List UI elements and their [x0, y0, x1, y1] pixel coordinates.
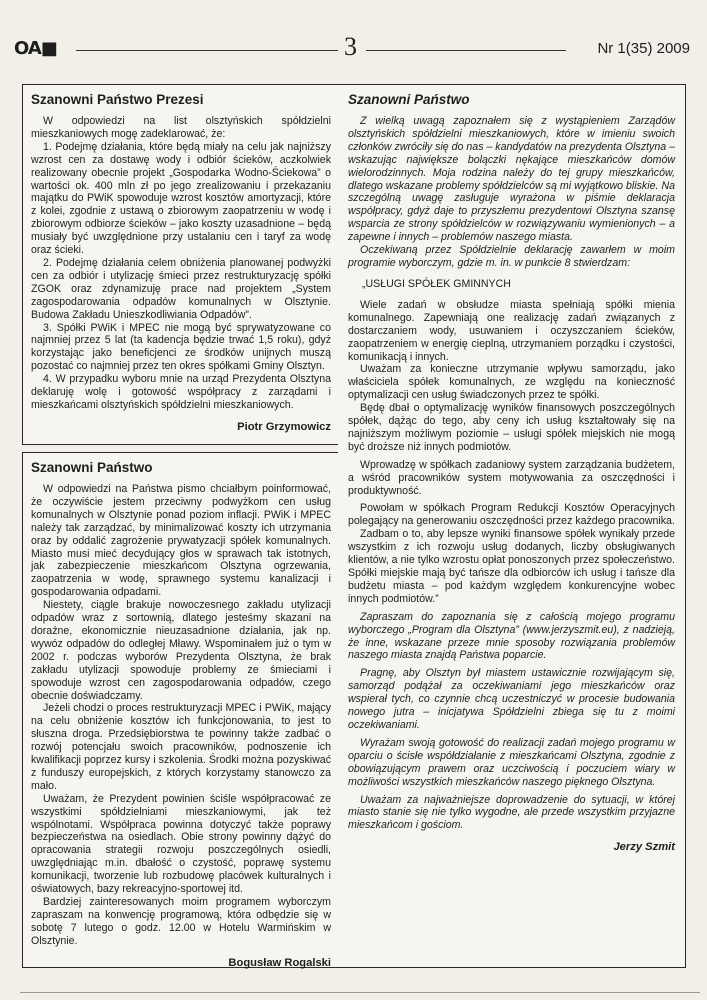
quote-paragraph: Będę dbał o optymalizację wyników finansowych poszczególnych spółek, dążąc do tego, aby ceny ich usług kształtowały się na najniższym możliwym poziomie – usługi spółek miejskich nie mogą być droższe niż innych podmiotów. [348, 402, 675, 453]
article-title: Szanowni Państwo [348, 92, 470, 107]
page-header [14, 32, 690, 61]
paragraph: 3. Spółki PWiK i MPEC nie mogą być sprywatyzowane co najmniej przez 5 lat (ta kadencja będzie trwać 1,5 roku), gdyż korzystając jako beneficjenci ze środków unijnych muszą pozostać co najmniej przez ten okres spółkami Gminy Olsztyn. [31, 321, 331, 373]
header-rule-right [366, 50, 566, 51]
article-szmit [338, 84, 686, 968]
paragraph: 4. W przypadku wyboru mnie na urząd Prezydenta Olsztyna deklaruję wolę i gotowość współpracy z zarządami i mieszkańcami olsztyńskich spółdzielni mieszkaniowych. [31, 373, 331, 411]
paragraph: Niestety, ciągle brakuje nowoczesnego zakładu utylizacji odpadów wraz z sortownią, dlatego jesteśmy skazani na doraźne, ekonomicznie nieuzasadnione działania, jak np. wywóz odpadów do odległej Mławy. Wspominałem już o tym w 2002 r. podczas wyborów Prezydenta Olsztyna, że brak zakładu utylizacji spowoduje problemy ze śmieciami i spowoduje wzrost cen zagospodarowania odpadów, czego obecnie doświadczamy. [31, 599, 331, 702]
page-number: 3 [344, 32, 357, 61]
quote-heading: „USŁUGI SPÓŁEK GMINNYCH [362, 277, 511, 290]
header-rule-left [76, 50, 338, 51]
paragraph: Zapraszam do zapoznania się z całością mojego programu wyborczego „Program dla Olsztyna” (www.jerzyszmit.eu), z nadzieją, że inne, wskazane przeze mnie sposoby rozwiązania problemów naszego miasta znajdą Państwa poparcie. [348, 610, 675, 662]
quote-paragraph: Zadbam o to, aby lepsze wyniki finansowe spółek wynikały przede wszystkim z ich rozwoju usług dodanych, liczby obsługiwanych klientów, a nie tylko wzrostu opłat ponoszonych przez społeczeństwo. Spółki miejskie mają być tańsze dla odbiorców ich usług i tańsze dla budżetu miasta – pod każdym względem konkurencyjne wobec innych podmiotów.” [348, 528, 675, 605]
author-signature: Jerzy Szmit [613, 841, 675, 854]
article-title: Szanowni Państwo [31, 460, 153, 475]
article-grzymowicz [22, 84, 340, 445]
paragraph: Pragnę, aby Olsztyn był miastem ustawicznie rozwijającym się, samorząd podążał za oczekiwaniami jego mieszkańców oraz wspierał tych, co czynnie chcą uczestniczyć w procesie budowania nowego jutra – inicjatywa Spółdzielni zbiega się tu z moimi oczekiwaniami. [348, 667, 675, 731]
quote-paragraph: Powołam w spółkach Program Redukcji Kosztów Operacyjnych polegający na generowaniu oszczędności przez każdego pracownika. [348, 502, 675, 528]
author-signature: Piotr Grzymowicz [237, 420, 331, 433]
paragraph: 2. Podejmę działania celem obniżenia planowanej podwyżki cen za odbiór i utylizację śmieci przez restrukturyzację spółki ZGOK oraz zdynamizuję prace nad projektem „System zagospodarowania odpadów komunalnych w Olsztynie. Budowa Zakładu Unieszkodliwiania Odpadów”. [31, 256, 331, 321]
paragraph: Bardziej zainteresowanych moim programem wyborczym zapraszam na konwencję programową, która odbędzie się w sobotę 7 lutego o godz. 12.00 w Hotelu Warmińskim w Olsztynie. [31, 896, 331, 947]
paragraph: Oczekiwaną przez Spółdzielnie deklarację zawarłem w moim programie wyborczym, gdzie m. in. w punkcie 8 stwierdzam: [348, 244, 675, 269]
magazine-logo: OA■ [14, 38, 57, 59]
paragraph: W odpowiedzi na list olsztyńskich spółdzielni mieszkaniowych mogę zadeklarować, że: [31, 115, 331, 140]
paragraph: Uważam, że Prezydent powinien ściśle współpracować ze wszystkimi spółdzielniami mieszkaniowymi, jak też wspólnotami. Współpraca powinna dotyczyć także poprawy bezpieczeństwa na osiedlach. Obie strony powinny dążyć do opracowania strategii rozwoju poszczególnych osiedli, uwzględniając m.in. dbałość o czystość, poprawę systemu komunikacji, tworzenie lub rozbudowę placówek kulturalnych i oświatowych, bazy rekreacyjno-sportowej itd. [31, 792, 331, 896]
paragraph: Wyrażam swoją gotowość do realizacji zadań mojego programu w oparciu o ścisłe współdziałanie z mieszkańcami Olsztyna, zgodnie z obowiązującym prawem oraz uczciwością i poczuciem wiary w możliwości wszystkich mieszkańców naszego pięknego Olsztyna. [348, 736, 675, 788]
page-bottom-rule [20, 992, 700, 993]
article-title: Szanowni Państwo Prezesi [31, 92, 204, 107]
issue-number: Nr 1(35) 2009 [597, 40, 690, 57]
author-signature: Bogusław Rogalski [228, 956, 331, 969]
paragraph: 1. Podejmę działania, które będą miały na celu jak najniższy wzrost cen za dostawę wody i odbiór ścieków, aczkolwiek realizowany obecnie projekt „Gospodarka Wodno-Ściekowa” o wartości ok. 400 mln zł po jego zrealizowaniu i przekazaniu majątku do PWiK spowoduje wzrost kosztów amortyzacji, które z kolei, zgodnie z ustawą o zbiorowym zaopatrzeniu w wodę i zbiorowym odbiorze ścieków – jako koszty uzasadnione – będą musiały być uwzględnione przy ustalaniu cen i taryf za wodę oraz ścieki. [31, 140, 331, 257]
quote-paragraph: Wprowadzę w spółkach zadaniowy system zarządzania budżetem, a wśród pracowników system motywowania za oszczędności i produktywność. [348, 458, 675, 497]
article-rogalski [22, 452, 340, 968]
paragraph: Z wielką uwagą zapoznałem się z wystąpieniem Zarządów olsztyńskich spółdzielni mieszkaniowych, które w imieniu swoich członków zwróciły się do nas – kandydatów na prezydenta Olsztyna – wskazując największe bolączki nękające mieszkańców domów wielorodzinnych. Moja rodzina należy do tej grupy mieszkańców, dlatego wskazane problemy spółdzielców są mi wyjątkowo bliskie. Na szczególną uwagę zasługuje wyrażona w piśmie deklaracja współpracy, gdyż daje to przyszłemu prezydentowi Olsztyna szansę wsparcia ze strony spółdzielców w rozwiązywaniu wymienionych – a zapewne i innych – problemów naszego miasta. [348, 115, 675, 244]
paragraph: W odpowiedzi na Państwa pismo chciałbym poinformować, że oczywiście jestem przeciwny podwyżkom cen usług komunalnych w Olsztynie ponad poziom inflacji. PWiK i MPEC należy tak zarządzać, by minimalizować koszty ich utrzymania oraz by oddalić zagrożenie prywatyzacji spółek komunalnych. Miasto musi mieć decydujący głos w sprawach tak istotnych, jak zabezpieczenie mieszkańcom Olsztyna ogrzewania, zaopatrzenia w wodę, sprawnego systemu kanalizacji i gospodarowania odpadami. [31, 483, 331, 599]
paragraph: Jeżeli chodzi o proces restrukturyzacji MPEC i PWiK, mający na celu obniżenie kosztów ich funkcjonowania, to jest to słuszna droga. Przedsiębiorstwa te powinny także zadbać o rozwój potencjału swoich pracowników, podnoszenie ich kwalifikacji poprzez kursy i szkolenia. Środki można pozyskiwać z funduszy europejskich, z których korzystamy stanowczo za mało. [31, 702, 331, 792]
paragraph: Uważam za najważniejsze doprowadzenie do sytuacji, w której miasto stanie się nie tylko wygodne, ale przede wszystkim przyjazne mieszkańcom i gościom. [348, 793, 675, 832]
quote-paragraph: Uważam za konieczne utrzymanie wpływu samorządu, jako właściciela spółek komunalnych, ze względu na konieczność optymalizacji cen usług świadczonych przez te spółki. [348, 363, 675, 402]
quote-paragraph: Wiele zadań w obsłudze miasta spełniają spółki mienia komunalnego. Zapewniają one realizację zadań związanych z dostarczaniem wody, usuwaniem i oczyszczaniem ścieków, zaopatrzeniem w energię cieplną, utrzymaniem porządku i czystości, komunikacją i innych. [348, 298, 675, 363]
